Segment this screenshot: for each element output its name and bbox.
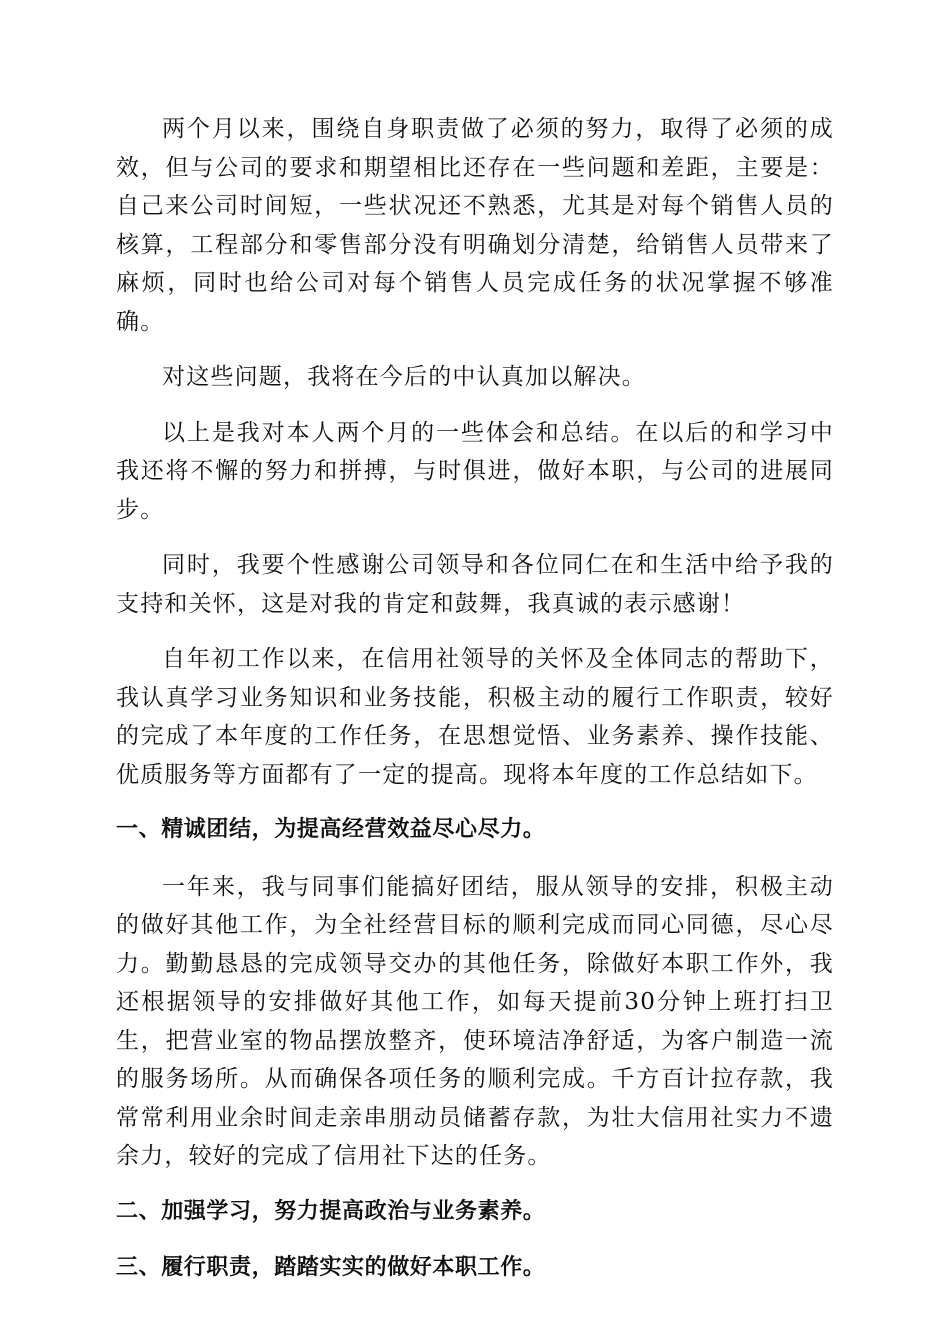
section-heading-3: 三、履行职责，踏踏实实的做好本职工作。	[116, 1255, 546, 1280]
paragraph-1: 两个月以来，围绕自身职责做了必须的努力，取得了必须的成效，但与公司的要求和期望相比还存在一些问题和差距，主要是：自己来公司时间短，一些状况还不熟悉，尤其是对每个销售人员的核算，工程部分和零售部分没有明确划分清楚，给销售人员带来了麻烦，同时也给公司对每个销售人员完成任务的状况掌握不够准确。	[116, 116, 834, 335]
paragraph-3: 以上是我对本人两个月的一些体会和总结。在以后的和学习中我还将不懈的努力和拼搏，与时俱进，做好本职，与公司的进展同步。	[116, 419, 834, 523]
paragraph-6: 一年来，我与同事们能搞好团结，服从领导的安排，积极主动的做好其他工作，为全社经营目标的顺利完成而同心同德，尽心尽力。勤勤恳恳的完成领导交办的其他任务，除做好本职工作外，我还根据领导的安排做好其他工作，如每天提前30分钟上班打扫卫生，把营业室的物品摆放整齐，使环境洁净舒适，为客户制造一流的服务场所。从而确保各项任务的顺利完成。千方百计拉存款，我常常利用业余时间走亲串朋动员储蓄存款，为壮大信用社实力不遗余力，较好的完成了信用社下达的任务。	[116, 873, 834, 1169]
section-heading-2: 二、加强学习，努力提高政治与业务素养。	[116, 1198, 546, 1224]
document-body	[116, 110, 834, 1306]
paragraph-4: 同时，我要个性感谢公司领导和各位同仁在和生活中给予我的支持和关怀，这是对我的肯定和鼓舞，我真诚的表示感谢！	[116, 552, 834, 617]
section-heading-1: 一、精诚团结，为提高经营效益尽心尽力。	[116, 817, 546, 842]
paragraph-5: 自年初工作以来，在信用社领导的关怀及全体同志的帮助下，我认真学习业务知识和业务技能，积极主动的履行工作职责，较好的完成了本年度的工作任务，在思想觉悟、业务素养、操作技能、优质服务等方面都有了一定的提高。现将本年度的工作总结如下。	[116, 646, 834, 788]
paragraph-2: 对这些问题，我将在今后的中认真加以解决。	[162, 364, 646, 390]
